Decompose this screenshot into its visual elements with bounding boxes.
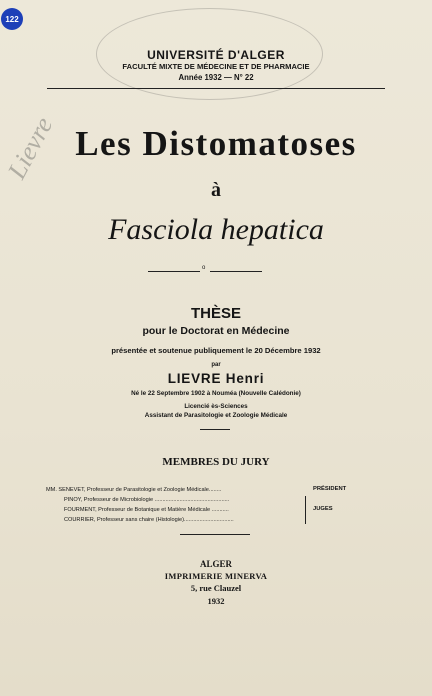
- judges-label: JUGES: [313, 506, 333, 512]
- jury-member: COURRIER, Professeur sans chaire (Histologie)................................: [64, 517, 234, 523]
- judges-bracket: [305, 496, 306, 524]
- jury-divider: [180, 534, 250, 535]
- imprint-printer: IMPRIMERIE MINERVA: [164, 571, 268, 581]
- author-position: Assistant de Parasitologie et Zoologie Médicale: [144, 412, 288, 419]
- faculty-name: FACULTÉ MIXTE DE MÉDECINE ET DE PHARMACIE: [122, 62, 310, 71]
- president-label: PRÉSIDENT: [313, 486, 347, 492]
- author-birth: Né le 22 Septembre 1902 à Nouméa (Nouvelle Calédonie): [131, 390, 301, 397]
- imprint-year: 1932: [207, 596, 225, 606]
- header-rule: [47, 88, 385, 89]
- jury-member: PINOY, Professeur de Microbiologie ................................................: [64, 497, 230, 503]
- author-degree: Licencié ès-Sciences: [184, 403, 248, 410]
- thesis-defended: présentée et soutenue publiquement le 20 Décembre 1932: [111, 346, 321, 355]
- title-line-1: Les Distomatoses: [75, 124, 357, 163]
- handwritten-signature: Lievre: [2, 112, 59, 184]
- year-number-line: Année 1932 — N° 22: [178, 73, 254, 82]
- catalog-badge: 122: [1, 8, 23, 30]
- imprint-address: 5, rue Clauzel: [190, 583, 242, 593]
- author-name: LIEVRE Henri: [167, 371, 265, 386]
- jury-member: MM. SENEVET, Professeur de Parasitologie et Zoologie Médicale........: [46, 487, 222, 493]
- title-divider-right: [210, 271, 262, 272]
- title-line-3: Fasciola hepatica: [108, 213, 324, 246]
- university-name: UNIVERSITÉ D'ALGER: [147, 48, 285, 62]
- title-divider-left: [148, 271, 200, 272]
- divider-ornament: o: [202, 265, 206, 271]
- thesis-by: par: [211, 362, 221, 368]
- jury-heading: MEMBRES DU JURY: [162, 456, 270, 468]
- jury-member: FOURMENT, Professeur de Botanique et Matière Médicale ...........: [64, 507, 229, 513]
- title-line-2: à: [211, 179, 221, 201]
- thesis-heading: THÈSE: [190, 305, 241, 322]
- imprint-city: ALGER: [199, 559, 232, 569]
- thesis-purpose: pour le Doctorat en Médecine: [142, 325, 290, 337]
- author-divider: [200, 429, 230, 430]
